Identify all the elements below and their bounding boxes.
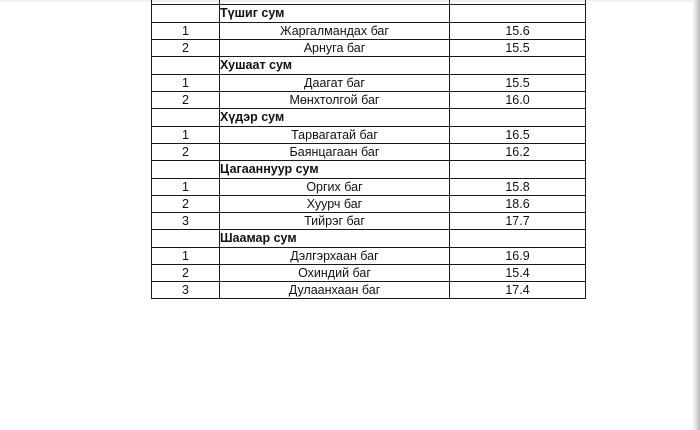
district-table (151, 0, 586, 299)
row-number: 2 (152, 40, 220, 57)
section-heading-value-cell (450, 109, 586, 127)
bag-name: Оргих баг (220, 179, 450, 196)
section-heading-row (152, 109, 586, 127)
bag-name: Жаргалмандах баг (220, 23, 450, 40)
section-title: Цагааннуур сум (220, 161, 450, 179)
bag-value: 15.4 (450, 265, 586, 282)
section-title: Шаамар сум (220, 230, 450, 248)
district-table-body (152, 0, 586, 299)
bag-value: 15.6 (450, 23, 586, 40)
row-number: 3 (152, 282, 220, 299)
bag-value: 17.4 (450, 282, 586, 299)
section-heading-row (152, 57, 586, 75)
row-number: 1 (152, 248, 220, 265)
bag-value: 15.5 (450, 75, 586, 92)
table-row (152, 213, 586, 230)
section-heading-empty-cell (152, 109, 220, 127)
row-number: 1 (152, 179, 220, 196)
bag-value: 15.8 (450, 179, 586, 196)
table-row (152, 265, 586, 282)
bag-name: Дэлгэрхаан баг (220, 248, 450, 265)
bag-value: 17.7 (450, 213, 586, 230)
table-row (152, 127, 586, 144)
bag-name: Тарвагатай баг (220, 127, 450, 144)
bag-name: Тийрэг баг (220, 213, 450, 230)
row-number: 2 (152, 144, 220, 161)
table-row (152, 196, 586, 213)
scan-right-edge (692, 0, 700, 430)
table-row (152, 40, 586, 57)
bag-value: 16.2 (450, 144, 586, 161)
section-heading-value-cell (450, 5, 586, 23)
section-heading-value-cell (450, 57, 586, 75)
section-title: Хушаат сум (220, 57, 450, 75)
table-row (152, 144, 586, 161)
table-row (152, 23, 586, 40)
bag-name: Мөнхтолгой баг (220, 92, 450, 109)
bag-value: 16.0 (450, 92, 586, 109)
bag-name: Баянцагаан баг (220, 144, 450, 161)
section-heading-row (152, 5, 586, 23)
section-heading-empty-cell (152, 5, 220, 23)
section-heading-row (152, 161, 586, 179)
row-number: 2 (152, 92, 220, 109)
row-number: 2 (152, 196, 220, 213)
table-row (152, 179, 586, 196)
bag-name: Дулаанхаан баг (220, 282, 450, 299)
bag-name: Охиндий баг (220, 265, 450, 282)
row-number: 1 (152, 75, 220, 92)
table-row (152, 75, 586, 92)
bag-value: 16.5 (450, 127, 586, 144)
section-heading-empty-cell (152, 230, 220, 248)
row-number: 1 (152, 127, 220, 144)
bag-name: Хуурч баг (220, 196, 450, 213)
section-heading-empty-cell (152, 161, 220, 179)
row-number: 1 (152, 23, 220, 40)
row-number: 2 (152, 265, 220, 282)
section-title: Түшиг сум (220, 5, 450, 23)
section-title: Хүдэр сум (220, 109, 450, 127)
table-row (152, 92, 586, 109)
section-heading-value-cell (450, 161, 586, 179)
bag-value: 16.9 (450, 248, 586, 265)
section-heading-empty-cell (152, 57, 220, 75)
row-number: 3 (152, 213, 220, 230)
bag-value: 15.5 (450, 40, 586, 57)
table-row (152, 248, 586, 265)
section-heading-value-cell (450, 230, 586, 248)
section-heading-row (152, 230, 586, 248)
bag-name: Арнуга баг (220, 40, 450, 57)
table-row (152, 282, 586, 299)
bag-name: Даагат баг (220, 75, 450, 92)
bag-value: 18.6 (450, 196, 586, 213)
